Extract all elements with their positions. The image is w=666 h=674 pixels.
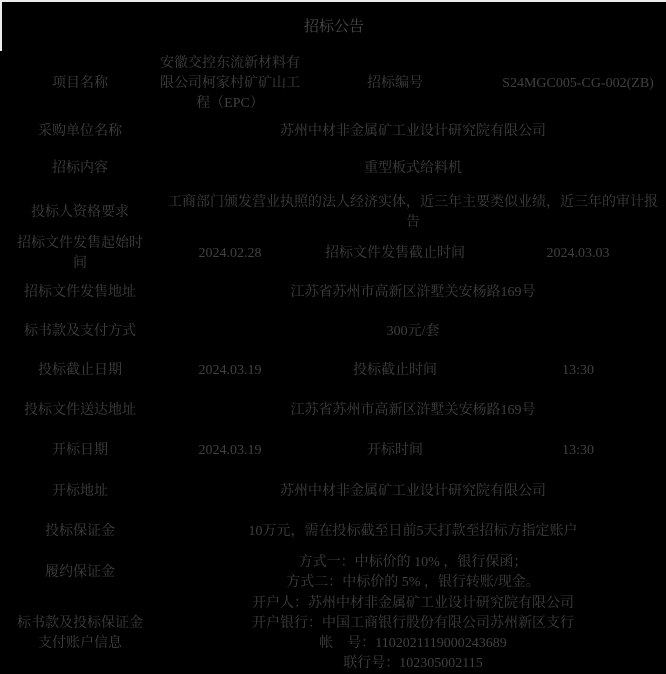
- table-row: [1, 116, 666, 147]
- cell-tender-content-value: 重型板式给料机: [364, 161, 462, 176]
- table-row: [1, 51, 666, 116]
- cell-payment-account-info-value: [159, 593, 666, 674]
- row-label-tender-number: 招标编号: [367, 75, 423, 91]
- row-label-doc-fee-payment: 标书款及支付方式: [24, 323, 136, 339]
- table-row: [1, 391, 666, 431]
- row-label-bid-security: 投标保证金: [45, 524, 115, 539]
- account-holder-line: 开户人：苏州中材非金属矿工业设计研究院有限公司: [252, 595, 574, 611]
- row-label-bid-delivery-address: 投标文件送达地址: [24, 403, 136, 418]
- cell-bid-delivery-address-value: 江苏省苏州市高新区浒墅关安杨路169号: [290, 403, 536, 418]
- table-row: [1, 471, 666, 512]
- cell-bid-deadline-date-value: 2024.03.19: [198, 363, 262, 378]
- cell-doc-sale-start-value: 2024.02.28: [198, 246, 262, 261]
- bank-name-line: 开户银行：中国工商银行股份有限公司苏州新区支行: [252, 615, 574, 631]
- cell-bid-opening-address-value: 苏州中材非金属矿工业设计研究院有限公司: [280, 483, 546, 499]
- account-number-line: 帐 号：1102021119000243689: [319, 635, 507, 651]
- table-row: [1, 191, 666, 234]
- cell-purchasing-unit-value: 苏州中材非金属矿工业设计研究院有限公司: [280, 123, 546, 139]
- cell-doc-fee-payment-value: 300元/套: [386, 323, 440, 339]
- table-row: [1, 593, 666, 674]
- table-row: [1, 147, 666, 191]
- row-label-bid-opening-date: 开标日期: [52, 443, 108, 458]
- row-label-doc-sale-address: 招标文件发售地址: [24, 285, 136, 300]
- table-row: [1, 312, 666, 351]
- cell-bid-security-value: 10万元，需在投标截至日前5天打款至招标方指定账户: [248, 524, 578, 539]
- row-label-performance-bond: 履约保证金: [45, 564, 115, 580]
- page-title: 招标公告: [1, 1, 666, 51]
- table-row: [1, 431, 666, 471]
- table-row: [1, 351, 666, 391]
- row-label-bid-deadline-date: 投标截止日期: [38, 363, 122, 378]
- row-label-bid-opening-time: 开标时间: [367, 443, 423, 458]
- row-label-payment-account-info: 标书款及投标保证金支付账户信息: [17, 615, 143, 651]
- row-label-doc-sale-start-time: 招标文件发售起始时间: [17, 236, 143, 271]
- cell-doc-sale-end-value: 2024.03.03: [546, 246, 610, 261]
- cell-tender-number-value: S24MGC005-CG-002(ZB): [502, 75, 654, 91]
- performance-bond-line-2: 方式二：中标价的 5% ，银行转账/现金。: [286, 574, 540, 590]
- row-label-bid-deadline-time: 投标截止时间: [353, 363, 437, 378]
- table-row: [1, 512, 666, 552]
- table-row: [1, 274, 666, 312]
- row-label-bid-opening-address: 开标地址: [52, 483, 108, 499]
- table-row: [1, 1, 666, 51]
- table-row: [1, 234, 666, 274]
- performance-bond-line-1: 方式一：中标价的 10% ，银行保函；: [298, 554, 528, 570]
- cell-bid-opening-time-value: 13:30: [562, 443, 594, 458]
- row-label-doc-sale-end-time: 招标文件发售截止时间: [325, 246, 465, 261]
- row-label-bidder-qualification: 投标人资格要求: [31, 204, 129, 220]
- cell-bid-opening-date-value: 2024.03.19: [198, 443, 262, 458]
- table-row: [1, 552, 666, 593]
- cell-project-name-value: 安徽交控东流新材料有限公司柯家村矿矿山工程（EPC）: [160, 55, 300, 111]
- cell-bidder-qualification-value: 工商部门颁发营业执照的法人经济实体，近三年主要类似业绩，近三年的审计报告: [168, 194, 658, 230]
- row-label-project-name: 项目名称: [52, 75, 108, 91]
- cell-doc-sale-address-value: 江苏省苏州市高新区浒墅关安杨路169号: [290, 285, 536, 300]
- cell-bid-deadline-time-value: 13:30: [562, 363, 594, 378]
- cell-performance-bond-value: [159, 552, 666, 593]
- bank-branch-code-line: 联行号：102305002115: [343, 655, 483, 671]
- row-label-tender-content: 招标内容: [52, 161, 108, 176]
- row-label-purchasing-unit: 采购单位名称: [38, 123, 122, 139]
